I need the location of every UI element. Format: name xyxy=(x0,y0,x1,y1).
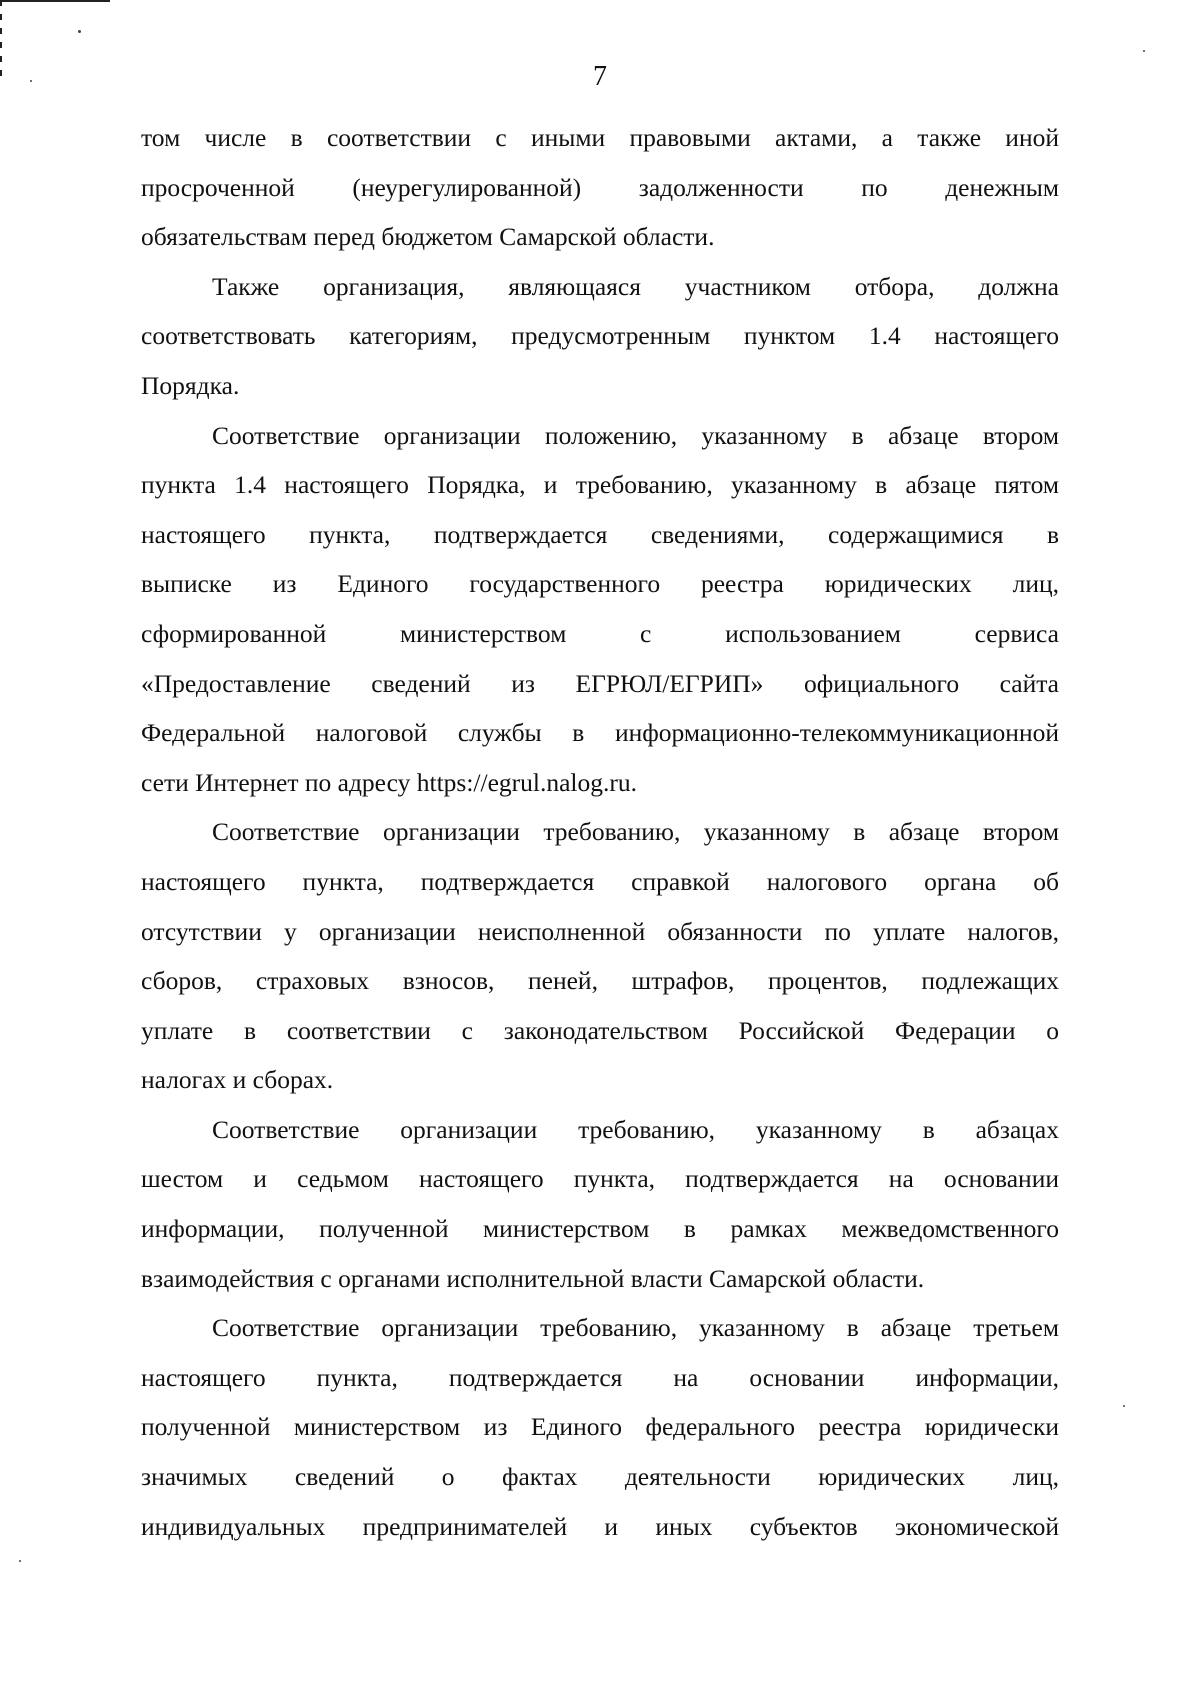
text-line: Соответствие организации требованию, указанному в абзаце втором xyxy=(212,817,1059,847)
text-line: обязательствам перед бюджетом Самарской области. xyxy=(141,222,715,252)
text-line: значимых сведений о фактах деятельности юридических лиц, xyxy=(141,1462,1059,1492)
text-line: отсутствии у организации неисполненной обязанности по уплате налогов, xyxy=(141,916,1059,946)
text-line: пункта 1.4 настоящего Порядка, и требованию, указанному в абзаце пятом xyxy=(141,470,1059,500)
text-line: полученной министерством из Единого федерального реестра юридически xyxy=(141,1412,1059,1442)
text-line: Соответствие организации требованию, указанному в абзацах xyxy=(212,1114,1059,1144)
text-line: уплате в соответствии с законодательством Российской Федерации о xyxy=(141,1015,1059,1045)
text-line: просроченной (неурегулированной) задолженности по денежным xyxy=(141,172,1059,202)
scan-speck xyxy=(1123,1405,1125,1407)
text-line: Порядка. xyxy=(141,370,240,400)
page-number: 7 xyxy=(593,61,607,92)
scan-speck xyxy=(78,30,81,33)
text-line: Федеральной налоговой службы в информационно-телекоммуникационной xyxy=(141,718,1059,748)
text-line: настоящего пункта, подтверждается сведениями, содержащимися в xyxy=(141,519,1059,549)
text-line: выписке из Единого государственного реестра юридических лиц, xyxy=(141,569,1059,599)
text-line: «Предоставление сведений из ЕГРЮЛ/ЕГРИП» официального сайта xyxy=(141,668,1059,698)
scan-speck xyxy=(1143,50,1145,52)
text-line: сформированной министерством с использованием сервиса xyxy=(141,618,1059,648)
scan-border-top xyxy=(0,0,110,2)
text-line: Соответствие организации положению, указанному в абзаце втором xyxy=(212,420,1059,450)
text-line: взаимодействия с органами исполнительной власти Самарской области. xyxy=(141,1263,925,1293)
text-line: сборов, страховых взносов, пеней, штрафов, процентов, подлежащих xyxy=(141,966,1059,996)
document-body xyxy=(141,113,1059,1551)
text-line: сети Интернет по адресу https://egrul.nalog.ru. xyxy=(141,767,638,797)
text-line: информации, полученной министерством в рамках межведомственного xyxy=(141,1214,1059,1244)
text-line: настоящего пункта, подтверждается справкой налогового органа об xyxy=(141,866,1059,896)
scan-speck xyxy=(19,1560,21,1562)
text-line: том числе в соответствии с иными правовыми актами, а также иной xyxy=(141,123,1059,152)
text-line: настоящего пункта, подтверждается на основании информации, xyxy=(141,1362,1059,1392)
text-line: шестом и седьмом настоящего пункта, подтверждается на основании xyxy=(141,1164,1059,1194)
text-line: Также организация, являющаяся участником отбора, должна xyxy=(212,271,1059,301)
text-line: налогах и сборах. xyxy=(141,1065,334,1095)
text-line: индивидуальных предпринимателей и иных субъектов экономической xyxy=(141,1511,1059,1541)
text-line: Соответствие организации требованию, указанному в абзаце третьем xyxy=(212,1313,1059,1343)
text-line: соответствовать категориям, предусмотренным пунктом 1.4 настоящего xyxy=(141,321,1059,351)
